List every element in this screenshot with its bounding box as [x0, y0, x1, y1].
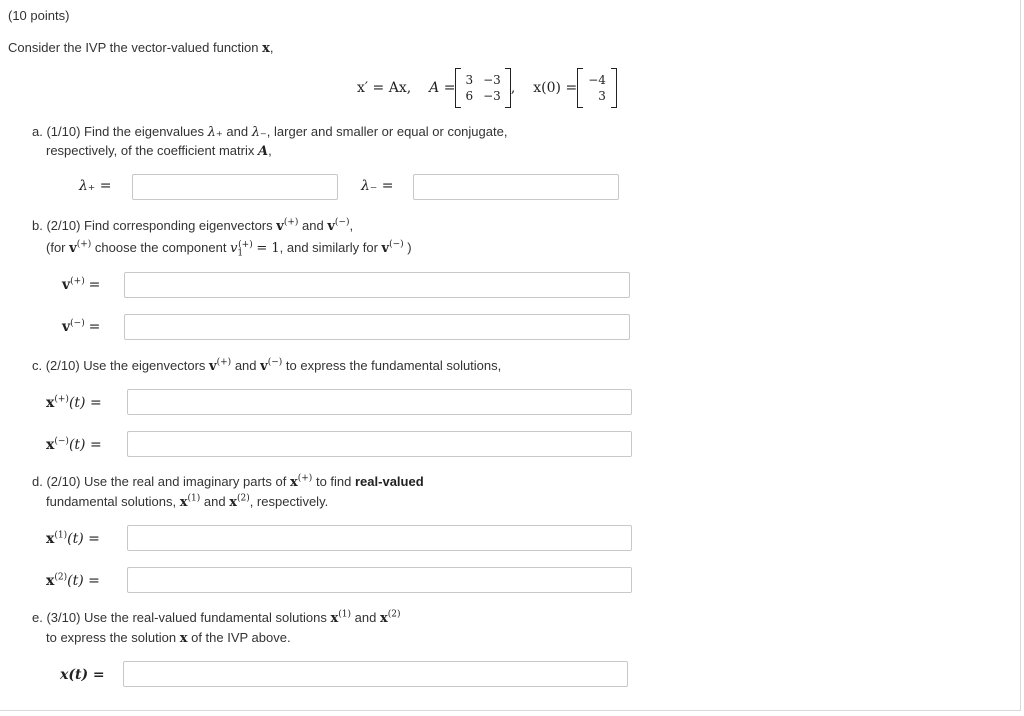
x-t-input[interactable]	[123, 661, 628, 687]
part-d-line2: fundamental solutions, $x^{(1)}$ and $x^{(2)}$, respectively.	[46, 493, 329, 510]
x-plus-input[interactable]	[127, 389, 632, 415]
x-minus-input[interactable]	[127, 431, 632, 457]
x1-input[interactable]	[127, 525, 632, 551]
matrix-name: A =	[429, 80, 456, 96]
intro-text: Consider the IVP the vector-valued function x,	[8, 40, 274, 56]
part-d-line1: d. (2/10) Use the real and imaginary parts of x(+) to find real-valued	[32, 473, 424, 490]
lambda-plus-label: λ₊ =	[79, 178, 112, 194]
x2-input[interactable]	[127, 567, 632, 593]
lambda-minus-input[interactable]	[413, 174, 619, 200]
initial-condition-label: x(0) =	[533, 80, 578, 96]
coefficient-matrix: 3 −3 6 −3	[455, 68, 510, 108]
part-b-line2: (for v(+) choose the component $v_1^{(+)} = 1$, and similarly for v(−) )	[46, 239, 412, 259]
lambda-minus-label: λ₋ =	[361, 178, 394, 194]
ode-lhs: x′ = Ax,	[357, 80, 412, 96]
part-a-line1: a. (1/10) Find the eigenvalues λ₊ and λ₋, larger and smaller or equal or conjugate,	[32, 124, 508, 140]
points-label: (10 points)	[8, 8, 70, 23]
part-c-line1: c. (2/10) Use the eigenvectors v(+) and v(−) to express the fundamental solutions,	[32, 357, 502, 374]
v-plus-label: v(+) =	[62, 276, 101, 293]
vector-x: x	[262, 41, 270, 56]
initial-condition-vector: −4 3	[577, 68, 617, 108]
part-a-line2: respectively, of the coefficient matrix A,	[46, 143, 272, 159]
x-plus-label: x(+)(t) =	[46, 394, 102, 411]
part-e-line2: to express the solution x of the IVP above.	[46, 630, 291, 646]
x2-label: $x^{(2)}(t)$ =	[46, 572, 100, 589]
x1-label: $x^{(1)}(t)$ =	[46, 530, 100, 547]
lambda-plus-input[interactable]	[132, 174, 338, 200]
part-e-line1: e. (3/10) Use the real-valued fundamental solutions $x^{(1)}$ and $x^{(2)}$	[32, 609, 401, 626]
x-t-label: x(t) =	[60, 667, 105, 683]
part-b-line1: b. (2/10) Find corresponding eigenvectors v(+) and v(−),	[32, 217, 354, 234]
ivp-equation: x′ = Ax, A = 3 −3 6 −3 , x(0) = −4 3	[357, 66, 617, 110]
v-minus-label: v(−) =	[62, 318, 101, 335]
v-minus-input[interactable]	[124, 314, 630, 340]
x-minus-label: x(−)(t) =	[46, 436, 102, 453]
v-plus-input[interactable]	[124, 272, 630, 298]
